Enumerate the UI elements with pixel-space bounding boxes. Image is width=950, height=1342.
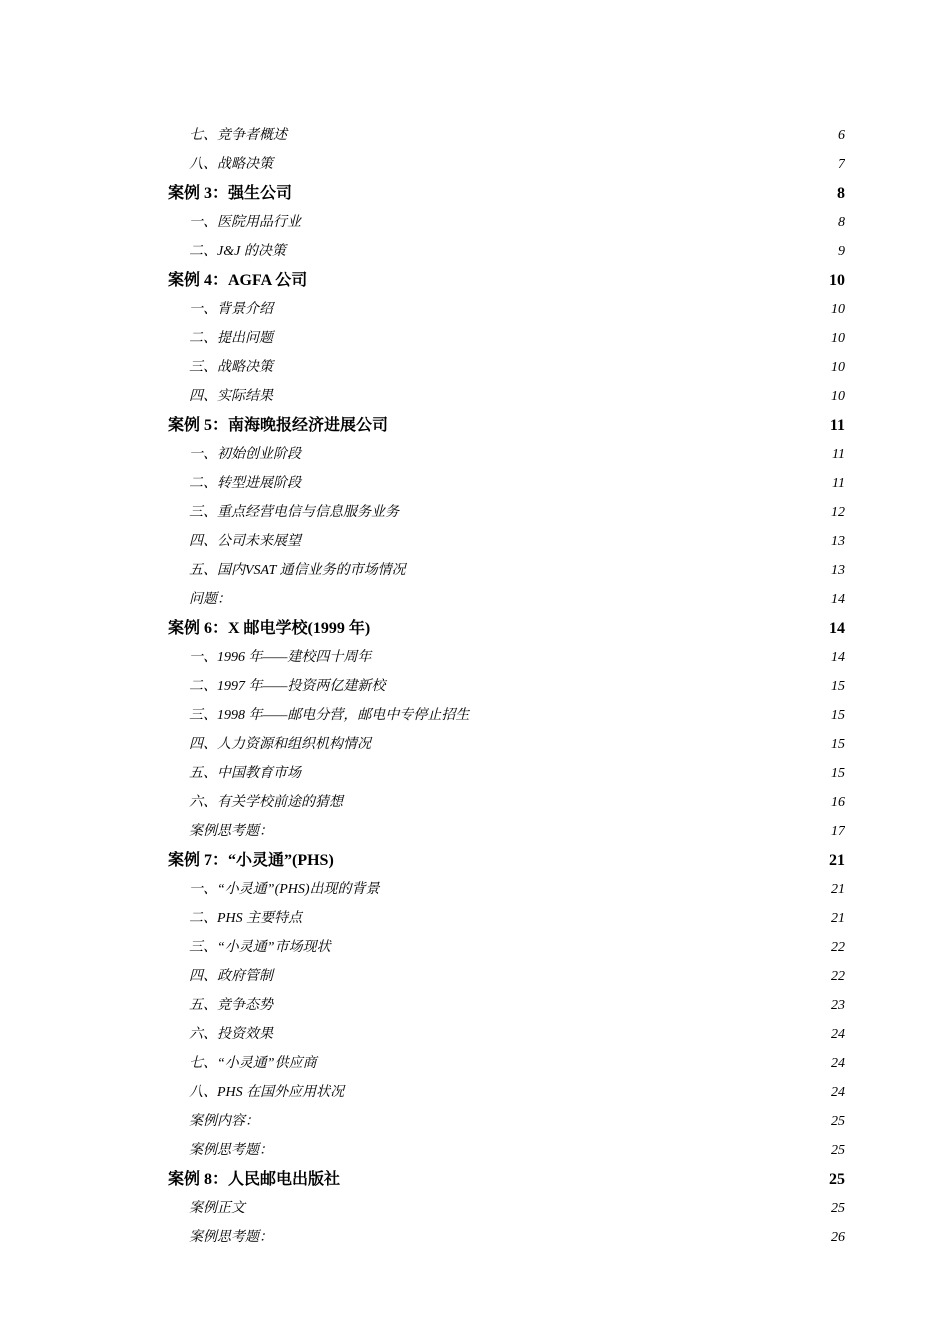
- toc-entry-title: 四、政府管制: [189, 969, 273, 984]
- toc-entry-title: 八、战略决策: [189, 157, 273, 172]
- table-of-contents: [168, 121, 845, 1252]
- toc-section-entry[interactable]: [168, 382, 845, 411]
- toc-entry-title: 案例 3：强生公司: [168, 185, 293, 202]
- toc-section-entry[interactable]: [168, 1136, 845, 1165]
- toc-section-entry[interactable]: [168, 1078, 845, 1107]
- toc-section-entry[interactable]: [168, 353, 845, 382]
- toc-entry-page-number: 9: [838, 244, 845, 259]
- toc-entry-page-number: 7: [838, 157, 845, 172]
- toc-section-entry[interactable]: [168, 237, 845, 266]
- toc-entry-title: 案例内容：: [189, 1114, 259, 1129]
- toc-entry-page-number: 11: [832, 447, 845, 462]
- toc-section-entry[interactable]: [168, 701, 845, 730]
- toc-entry-page-number: 21: [831, 882, 845, 897]
- toc-entry-page-number: 11: [832, 476, 845, 491]
- toc-section-entry[interactable]: [168, 991, 845, 1020]
- toc-section-entry[interactable]: [168, 730, 845, 759]
- toc-entry-page-number: 10: [829, 272, 845, 289]
- toc-chapter-entry[interactable]: [168, 614, 845, 643]
- toc-section-entry[interactable]: [168, 150, 845, 179]
- toc-entry-title: 一、医院用品行业: [189, 215, 301, 230]
- toc-entry-title: 一、1996 年——建校四十周年: [189, 650, 372, 665]
- toc-entry-page-number: 25: [831, 1114, 845, 1129]
- toc-section-entry[interactable]: [168, 1049, 845, 1078]
- toc-section-entry[interactable]: [168, 527, 845, 556]
- toc-entry-page-number: 14: [831, 650, 845, 665]
- toc-entry-page-number: 8: [837, 185, 845, 202]
- toc-entry-title: 案例正文: [189, 1201, 245, 1216]
- toc-entry-page-number: 23: [831, 998, 845, 1013]
- toc-section-entry[interactable]: [168, 962, 845, 991]
- toc-entry-title: 四、公司未来展望: [189, 534, 301, 549]
- toc-entry-title: 八、PHS 在国外应用状况: [189, 1085, 345, 1100]
- toc-entry-page-number: 14: [829, 620, 845, 637]
- toc-entry-page-number: 15: [831, 708, 845, 723]
- toc-entry-title: 一、背景介绍: [189, 302, 273, 317]
- toc-section-entry[interactable]: [168, 788, 845, 817]
- toc-section-entry[interactable]: [168, 933, 845, 962]
- toc-entry-page-number: 11: [829, 417, 845, 434]
- toc-entry-title: 二、PHS 主要特点: [189, 911, 303, 926]
- toc-entry-title: 三、“小灵通”市场现状: [189, 940, 331, 955]
- toc-section-entry[interactable]: [168, 643, 845, 672]
- toc-entry-page-number: 21: [831, 911, 845, 926]
- toc-chapter-entry[interactable]: [168, 411, 845, 440]
- toc-entry-page-number: 17: [831, 824, 845, 839]
- toc-entry-title: 三、1998 年——邮电分营，邮电中专停止招生: [189, 708, 470, 723]
- toc-entry-title: 三、战略决策: [189, 360, 273, 375]
- toc-section-entry[interactable]: [168, 585, 845, 614]
- toc-entry-title: 案例思考题：: [189, 1143, 273, 1158]
- toc-entry-page-number: 21: [829, 852, 845, 869]
- toc-chapter-entry[interactable]: [168, 266, 845, 295]
- toc-entry-page-number: 25: [831, 1143, 845, 1158]
- toc-section-entry[interactable]: [168, 875, 845, 904]
- toc-entry-title: 案例 6：X 邮电学校(1999 年): [168, 620, 371, 637]
- toc-section-entry[interactable]: [168, 1020, 845, 1049]
- toc-entry-page-number: 15: [831, 679, 845, 694]
- toc-entry-title: 五、中国教育市场: [189, 766, 301, 781]
- toc-chapter-entry[interactable]: [168, 1165, 845, 1194]
- toc-entry-page-number: 16: [831, 795, 845, 810]
- toc-entry-title: 案例思考题：: [189, 1230, 273, 1245]
- toc-section-entry[interactable]: [168, 672, 845, 701]
- toc-entry-page-number: 14: [831, 592, 845, 607]
- toc-section-entry[interactable]: [168, 904, 845, 933]
- toc-section-entry[interactable]: [168, 817, 845, 846]
- toc-entry-page-number: 22: [831, 940, 845, 955]
- toc-entry-title: 五、竞争态势: [189, 998, 273, 1013]
- toc-entry-title: 二、提出问题: [189, 331, 273, 346]
- toc-chapter-entry[interactable]: [168, 846, 845, 875]
- toc-entry-page-number: 13: [831, 534, 845, 549]
- toc-entry-title: 三、重点经营电信与信息服务业务: [189, 505, 399, 520]
- toc-section-entry[interactable]: [168, 469, 845, 498]
- toc-entry-page-number: 10: [831, 302, 845, 317]
- toc-entry-page-number: 8: [838, 215, 845, 230]
- toc-section-entry[interactable]: [168, 295, 845, 324]
- toc-entry-page-number: 10: [831, 360, 845, 375]
- toc-entry-page-number: 24: [831, 1056, 845, 1071]
- toc-entry-page-number: 26: [831, 1230, 845, 1245]
- toc-entry-page-number: 12: [831, 505, 845, 520]
- toc-section-entry[interactable]: [168, 324, 845, 353]
- toc-entry-title: 二、J&J 的决策: [189, 244, 286, 259]
- toc-section-entry[interactable]: [168, 1107, 845, 1136]
- toc-section-entry[interactable]: [168, 440, 845, 469]
- toc-section-entry[interactable]: [168, 1223, 845, 1252]
- toc-section-entry[interactable]: [168, 208, 845, 237]
- toc-entry-title: 四、人力资源和组织机构情况: [189, 737, 371, 752]
- toc-entry-page-number: 10: [831, 389, 845, 404]
- toc-entry-title: 案例 8：人民邮电出版社: [168, 1171, 341, 1188]
- toc-entry-page-number: 25: [829, 1171, 845, 1188]
- toc-entry-title: 一、初始创业阶段: [189, 447, 301, 462]
- toc-section-entry[interactable]: [168, 1194, 845, 1223]
- toc-entry-title: 案例 4：AGFA 公司: [168, 272, 308, 289]
- toc-section-entry[interactable]: [168, 121, 845, 150]
- toc-entry-page-number: 15: [831, 766, 845, 781]
- toc-entry-page-number: 15: [831, 737, 845, 752]
- toc-section-entry[interactable]: [168, 498, 845, 527]
- toc-entry-page-number: 24: [831, 1027, 845, 1042]
- toc-entry-title: 四、实际结果: [189, 389, 273, 404]
- toc-entry-page-number: 13: [831, 563, 845, 578]
- toc-entry-title: 五、国内VSAT 通信业务的市场情况: [189, 563, 406, 578]
- toc-entry-title: 六、有关学校前途的猜想: [189, 795, 343, 810]
- toc-entry-title: 案例思考题：: [189, 824, 273, 839]
- toc-entry-title: 案例 5：南海晚报经济进展公司: [168, 417, 389, 434]
- toc-entry-title: 七、竞争者概述: [189, 128, 287, 143]
- toc-chapter-entry[interactable]: [168, 179, 845, 208]
- toc-entry-page-number: 10: [831, 331, 845, 346]
- toc-entry-title: 问题：: [189, 592, 231, 607]
- toc-entry-page-number: 22: [831, 969, 845, 984]
- toc-entry-title: 案例 7：“小灵通”(PHS): [168, 852, 334, 869]
- toc-entry-page-number: 24: [831, 1085, 845, 1100]
- toc-entry-title: 二、转型进展阶段: [189, 476, 301, 491]
- toc-section-entry[interactable]: [168, 556, 845, 585]
- toc-entry-title: 六、投资效果: [189, 1027, 273, 1042]
- toc-section-entry[interactable]: [168, 759, 845, 788]
- toc-entry-page-number: 6: [838, 128, 845, 143]
- toc-entry-title: 一、“小灵通”(PHS)出现的背景: [189, 882, 380, 897]
- toc-entry-title: 七、“小灵通”供应商: [189, 1056, 317, 1071]
- toc-entry-page-number: 25: [831, 1201, 845, 1216]
- toc-entry-title: 二、1997 年——投资两亿建新校: [189, 679, 386, 694]
